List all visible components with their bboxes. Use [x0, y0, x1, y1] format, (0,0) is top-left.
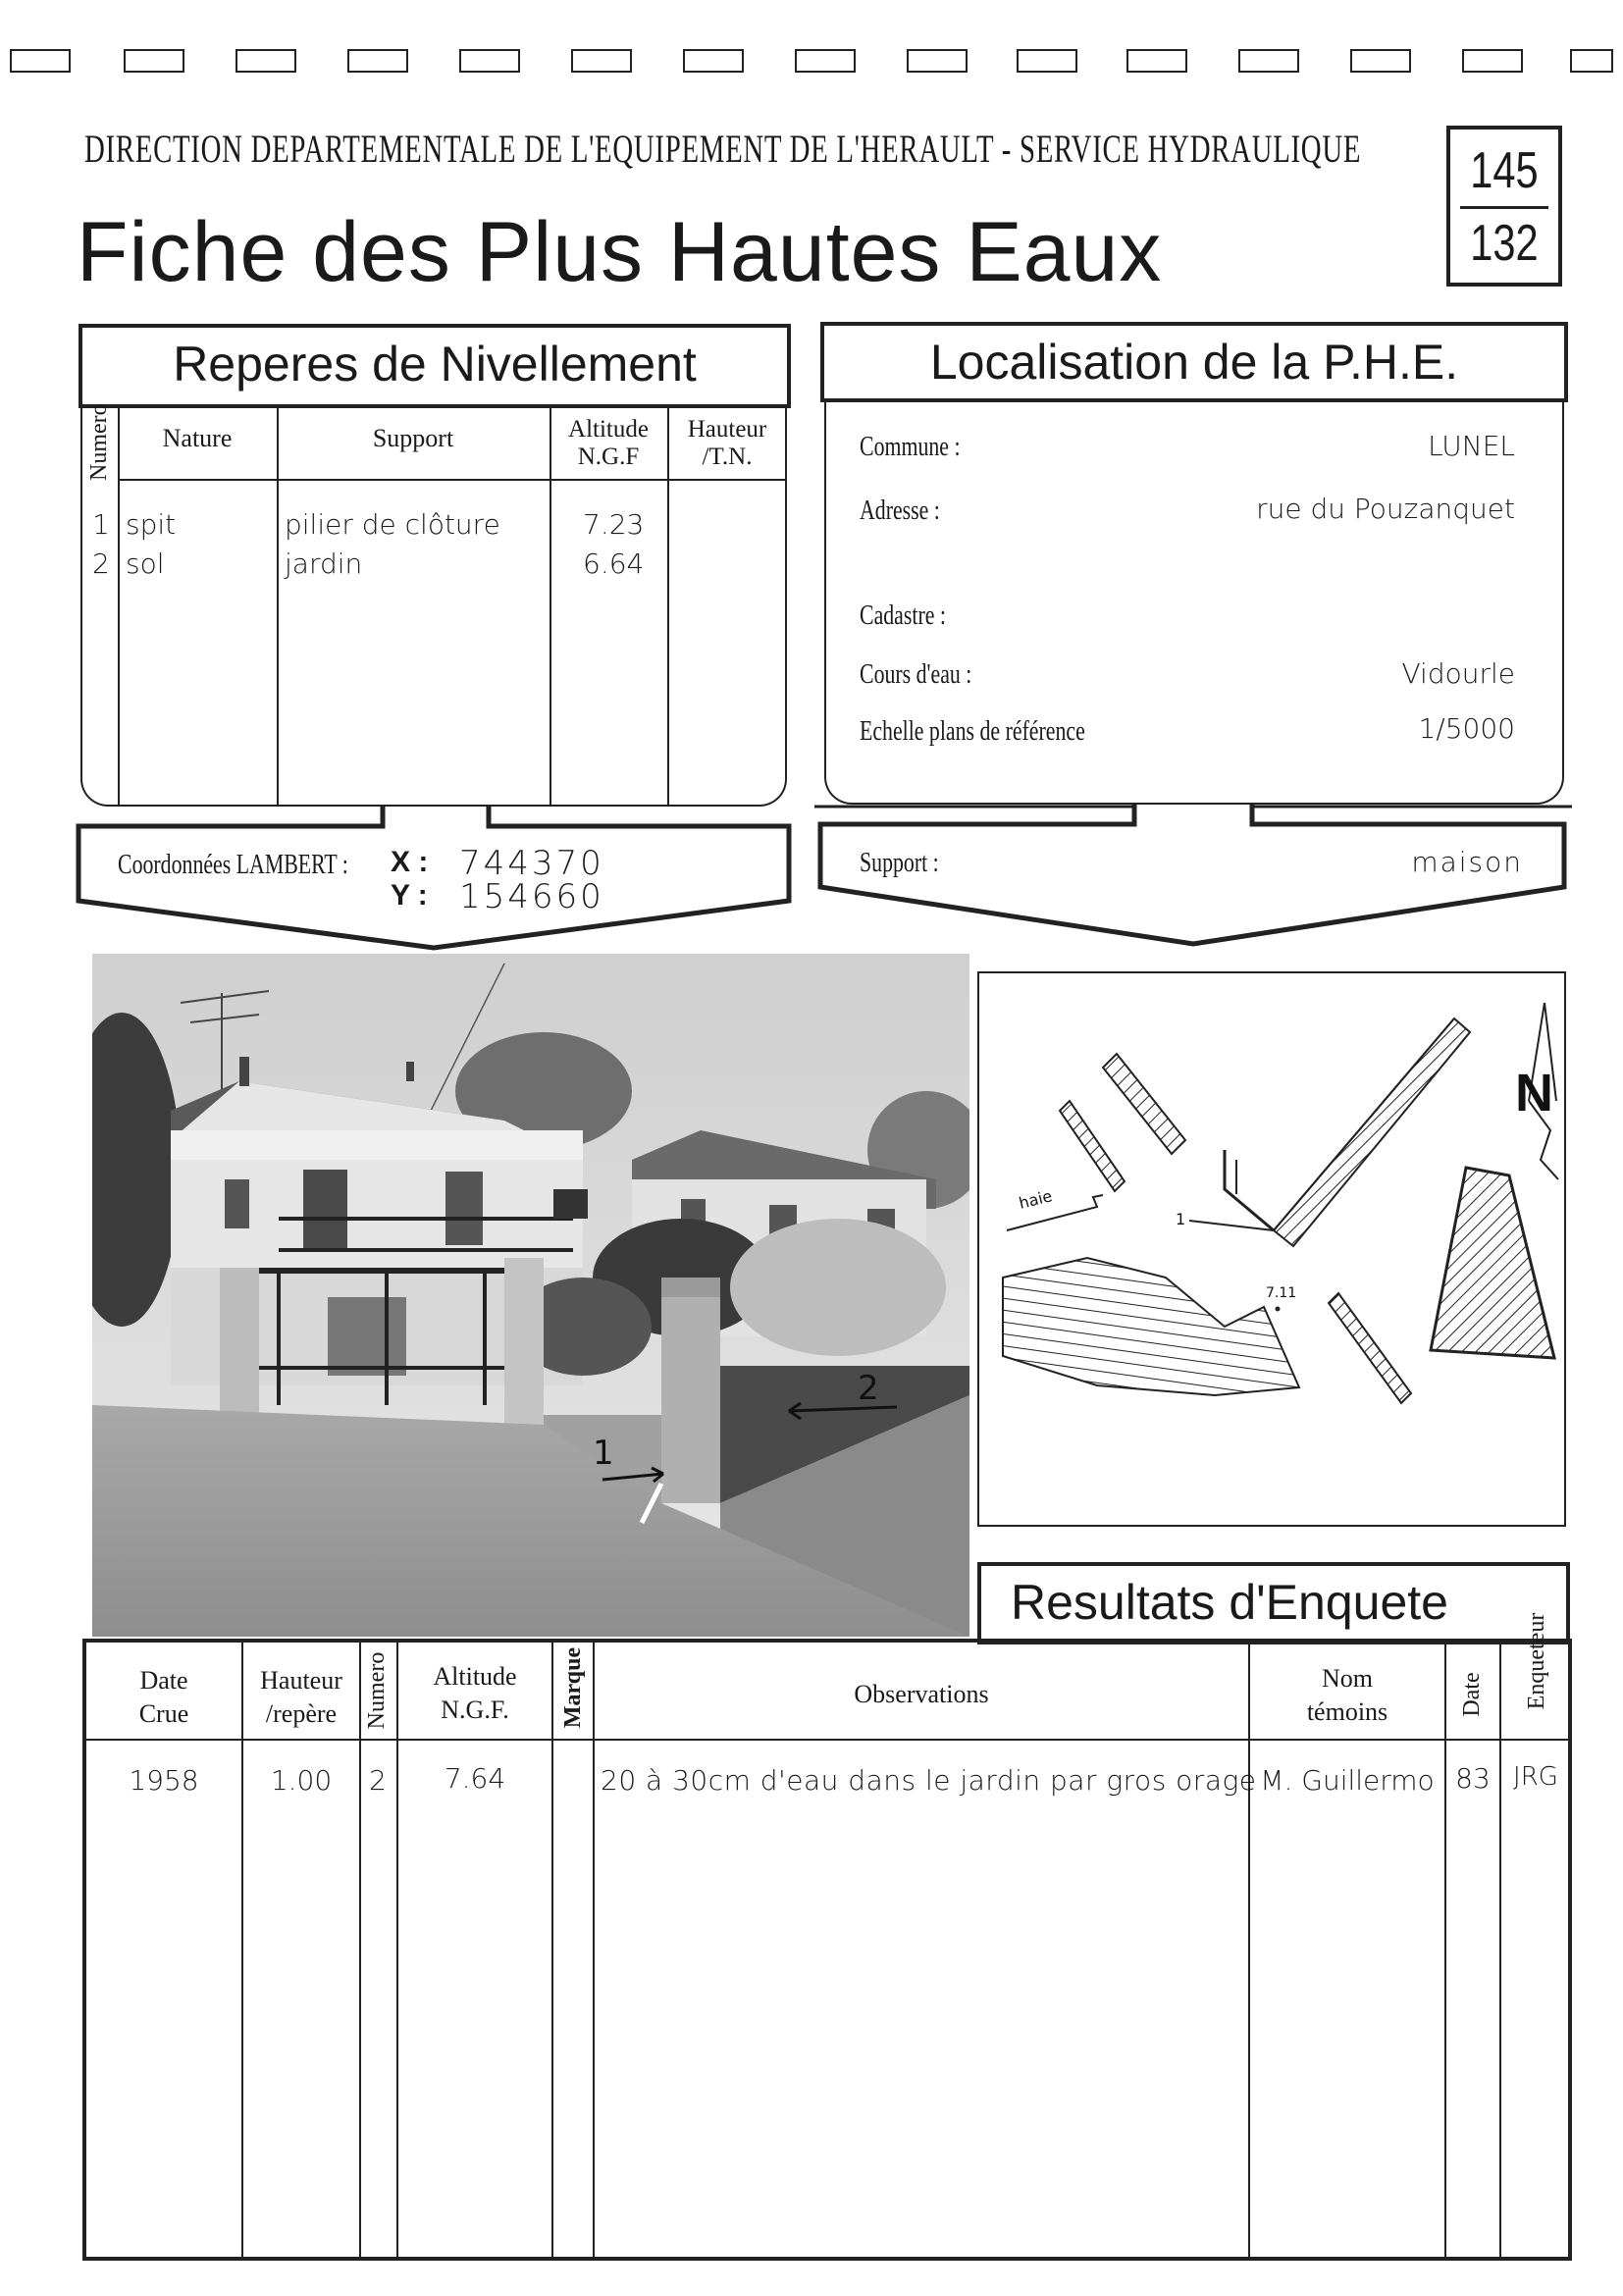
commune-value: LUNEL — [1428, 430, 1515, 462]
binding-hole — [907, 49, 968, 73]
resultats-row-1-temoin: M. Guillermo — [1260, 1764, 1435, 1797]
reference-box — [1446, 126, 1562, 287]
echelle-label: Echelle plans de référence — [860, 716, 1085, 747]
resultats-col-date-crue-line1: Date — [139, 1666, 188, 1695]
binding-hole — [1238, 49, 1299, 73]
x-value: 744370 — [459, 844, 604, 883]
reperes-col-altitude — [551, 416, 665, 471]
y-label: Y : — [391, 879, 428, 912]
situation-plan-drawing — [979, 973, 1564, 1525]
resultats-col-marque: Marque — [560, 1646, 586, 1729]
cours-eau-value: Vidourle — [1401, 657, 1515, 690]
resultats-row-1-date-crue: 1958 — [129, 1764, 199, 1797]
resultats-col-numero: Numero — [364, 1651, 390, 1730]
situation-plan — [977, 971, 1566, 1527]
binding-hole — [571, 49, 632, 73]
reperes-row-1-numero: 1 — [92, 508, 110, 541]
resultats-title-box — [977, 1562, 1570, 1644]
photo-marker-2: 2 — [858, 1369, 879, 1408]
north-label: N — [1515, 1064, 1553, 1122]
reperes-title: Reperes de Nivellement — [173, 337, 697, 391]
binding-hole — [1570, 49, 1613, 73]
binding-hole — [1462, 49, 1523, 73]
page-title: Fiche des Plus Hautes Eaux — [77, 205, 1163, 299]
reperes-title-box — [79, 324, 791, 408]
cours-eau-label: Cours d'eau : — [860, 659, 972, 690]
site-photograph — [92, 954, 969, 1637]
resultats-title: Resultats d'Enquete — [1011, 1575, 1448, 1630]
plan-marker-1: 1 — [1176, 1210, 1186, 1228]
resultats-col-observations: Observations — [854, 1680, 989, 1708]
resultats-col-altitude — [398, 1660, 551, 1727]
reperes-col-support: Support — [372, 424, 454, 452]
resultats-row-1-date: 83 — [1455, 1762, 1491, 1795]
cadastre-label: Cadastre : — [860, 600, 946, 631]
lambert-label: Coordonnées LAMBERT : — [118, 850, 348, 880]
support-label: Support : — [860, 848, 939, 878]
resultats-col-temoins-line2: témoins — [1306, 1697, 1388, 1726]
y-value: 154660 — [459, 877, 604, 916]
photo-marker-1: 1 — [593, 1434, 614, 1473]
resultats-row-1-hauteur: 1.00 — [270, 1764, 333, 1797]
haie-label: haie — [1017, 1186, 1055, 1213]
x-label: X : — [391, 846, 429, 878]
localisation-title-box — [820, 322, 1568, 402]
resultats-col-temoins — [1250, 1662, 1444, 1729]
resultats-row-1-altitude: 7.64 — [444, 1762, 506, 1795]
binding-hole — [10, 49, 71, 73]
resultats-row-1-numero: 2 — [369, 1764, 387, 1797]
resultats-col-date-crue — [86, 1664, 241, 1731]
resultats-col-date-crue-line2: Crue — [138, 1699, 189, 1728]
reference-number-top: 145 — [1470, 142, 1539, 199]
resultats-col-hauteur-line2: /repère — [265, 1699, 338, 1728]
reperes-col-hauteur-line2: /T.N. — [702, 444, 753, 470]
reference-divider — [1460, 206, 1548, 209]
binding-hole — [459, 49, 520, 73]
reperes-row-2-numero: 2 — [92, 548, 110, 580]
binding-hole — [1126, 49, 1187, 73]
resultats-col-enqueteur: Enqueteur — [1524, 1612, 1549, 1710]
resultats-row-1-enqueteur: JRG — [1513, 1762, 1558, 1792]
resultats-col-altitude-line1: Altitude — [433, 1662, 517, 1691]
reperes-col-altitude-line1: Altitude — [568, 416, 649, 443]
binding-hole — [683, 49, 744, 73]
resultats-col-date: Date — [1459, 1672, 1485, 1717]
support-value: maison — [1411, 846, 1523, 878]
reperes-row-2-altitude: 6.64 — [583, 548, 645, 580]
reperes-col-hauteur-line1: Hauteur — [687, 416, 767, 443]
reference-number-bottom: 132 — [1470, 215, 1539, 272]
resultats-table — [82, 1639, 1572, 2261]
adresse-value: rue du Pouzanquet — [1256, 493, 1515, 525]
resultats-col-temoins-line1: Nom — [1322, 1664, 1373, 1693]
reperes-col-hauteur — [669, 416, 785, 471]
reperes-col-altitude-line2: N.G.F — [577, 444, 640, 470]
binding-hole — [124, 49, 184, 73]
adresse-label: Adresse : — [860, 496, 940, 526]
binding-hole — [1350, 49, 1411, 73]
resultats-col-altitude-line2: N.G.F. — [441, 1696, 509, 1724]
localisation-title: Localisation de la P.H.E. — [929, 335, 1459, 390]
binding-hole — [795, 49, 856, 73]
reperes-row-1-altitude: 7.23 — [583, 508, 645, 541]
reperes-row-1-nature: spit — [126, 508, 177, 541]
binding-hole — [1017, 49, 1077, 73]
binding-hole — [347, 49, 408, 73]
spot-height-label: 7.11 — [1266, 1285, 1297, 1301]
organisation-header: DIRECTION DEPARTEMENTALE DE L'EQUIPEMENT DE L'HERAULT - SERVICE HYDRAULIQUE — [84, 127, 1362, 171]
resultats-row-1-observations: 20 à 30cm d'eau dans le jardin par gros orage — [601, 1764, 1257, 1797]
reperes-row-1-support: pilier de clôture — [285, 508, 500, 541]
echelle-value: 1/5000 — [1418, 712, 1515, 745]
reperes-col-nature: Nature — [162, 424, 233, 452]
binding-hole — [236, 49, 296, 73]
reperes-row-2-nature: sol — [126, 548, 165, 580]
reperes-col-numero: Numero — [86, 403, 112, 481]
commune-label: Commune : — [860, 432, 961, 462]
resultats-col-hauteur-line1: Hauteur — [260, 1666, 342, 1695]
resultats-col-hauteur — [243, 1664, 359, 1731]
reperes-row-2-support: jardin — [285, 548, 363, 580]
